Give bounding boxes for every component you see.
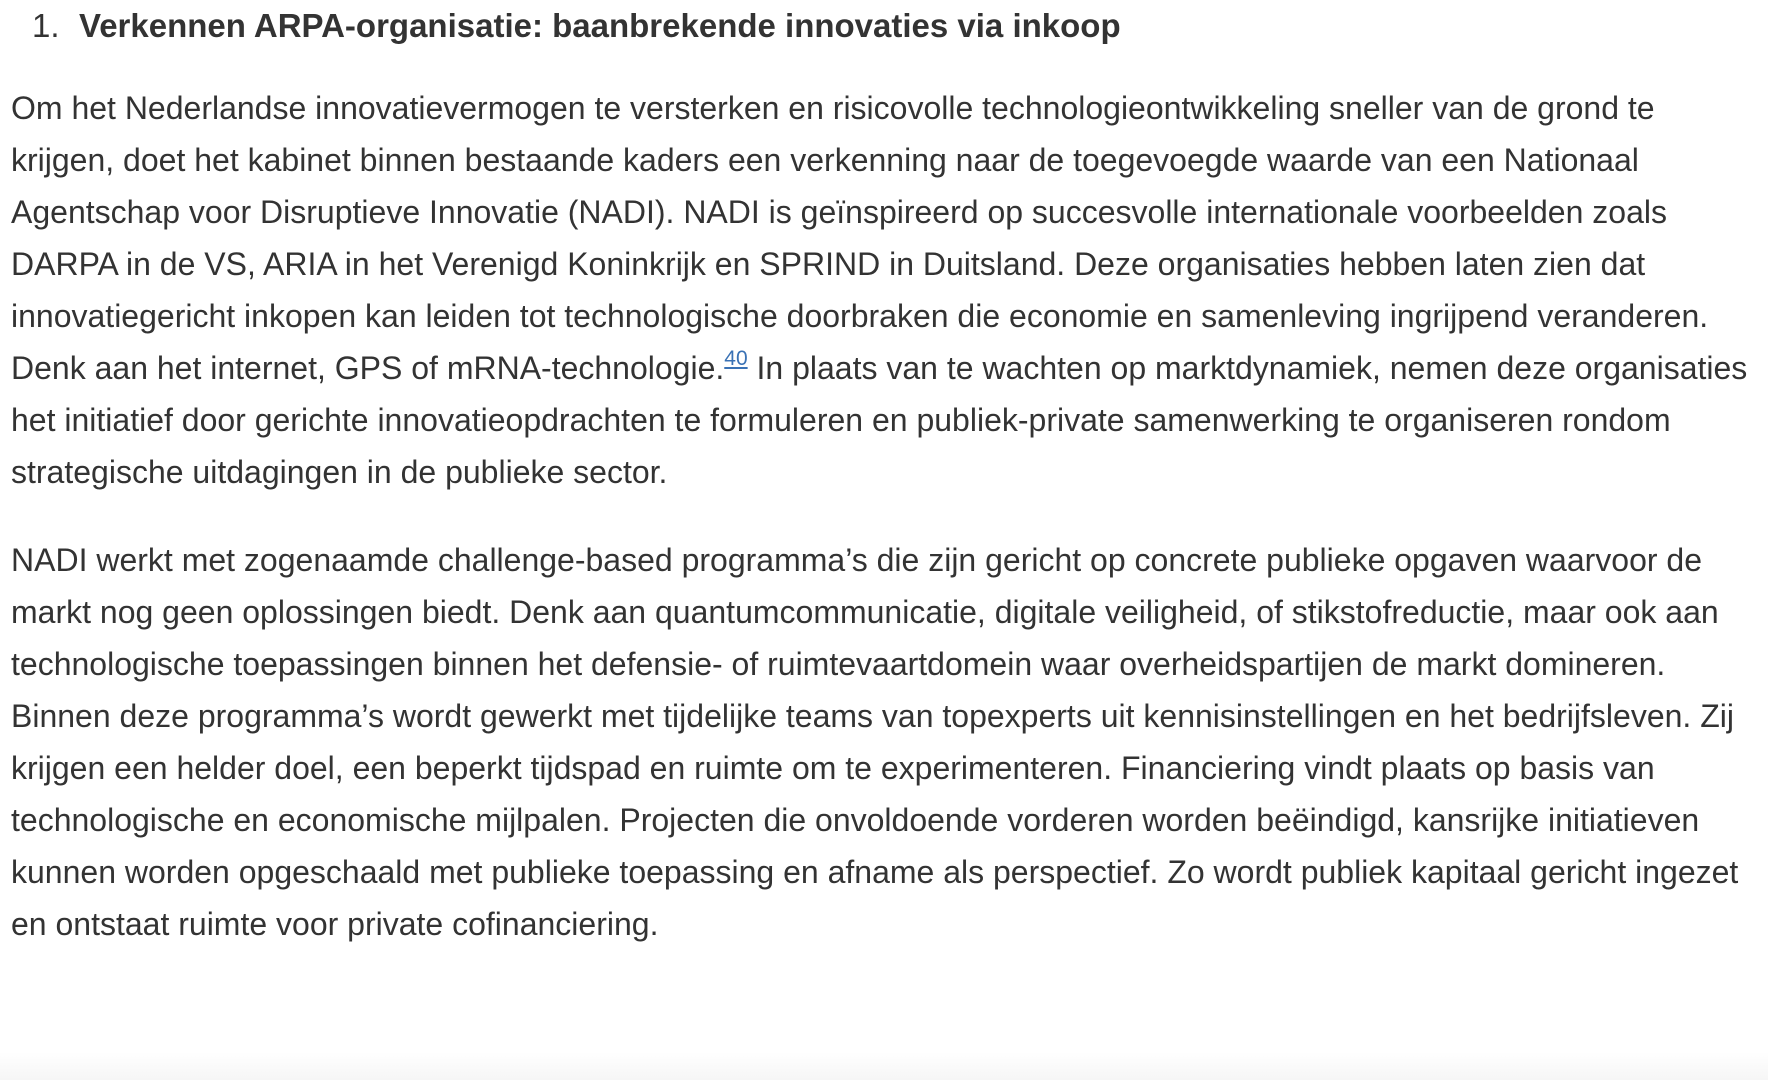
section-number: 1. [32,7,60,44]
section-title: Verkennen ARPA-organisatie: baanbrekende innovaties via inkoop [79,7,1121,44]
footnote-link-40[interactable]: 40 [724,347,748,370]
page-bottom-fade [0,1052,1768,1080]
paragraph-nadi-programs: NADI werkt met zogenaamde challenge-based programma’s die zijn gericht op concrete publieke opgaven waarvoor de markt nog geen oplossingen biedt. Denk aan quantumcommunicatie, digitale veiligheid, of stikstofreductie, maar ook aan technologische toepassingen binnen het defensie- of ruimtevaartdomein waar overheidspartijen de markt domineren. Binnen deze programma’s wordt gewerkt met tijdelijke teams van topexperts uit kennisinstellingen en het bedrijfsleven. Zij krijgen een helder doel, een beperkt tijdspad en ruimte om te experimenteren. Financiering vindt plaats op basis van technologische en economische mijlpalen. Projecten die onvoldoende vorderen worden beëindigd, kansrijke initiatieven kunnen worden opgeschaald met publieke toepassing en afname als perspectief. Zo wordt publiek kapitaal gericht ingezet en ontstaat ruimte voor private cofinanciering. [11,542,1739,942]
paragraph-nadi-intro [11,82,1748,498]
paragraph-text: In plaats van te wachten op marktdynamiek, nemen deze organisaties het initiatief door gerichte innovatieopdrachten te formuleren en publiek-private samenwerking te organiseren rondom strategische uitdagingen in de publieke sector. [11,350,1748,490]
paragraph-text: Om het Nederlandse innovatievermogen te versterken en risicovolle technologieontwikkeling sneller van de grond te krijgen, doet het kabinet binnen bestaande kaders een verkenning naar de toegevoegde waarde van een Nationaal Agentschap voor Disruptieve Innovatie (NADI). NADI is geïnspireerd op succesvolle internationale voorbeelden zoals DARPA in de VS, ARIA in het Verenigd Koninkrijk en SPRIND in Duitsland. Deze organisaties hebben laten zien dat innovatiegericht inkopen kan leiden tot technologische doorbraken die economie en samenleving ingrijpend veranderen. Denk aan het internet, GPS of mRNA-technologie. [11,90,1709,386]
section-heading [11,0,1748,46]
